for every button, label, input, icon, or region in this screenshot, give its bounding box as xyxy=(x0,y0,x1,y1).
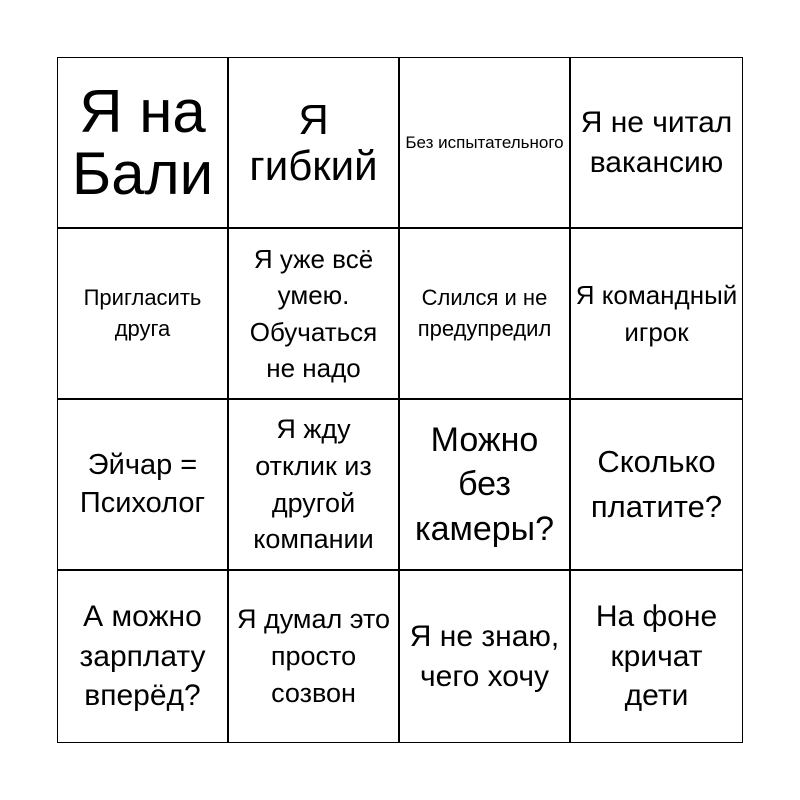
bingo-cell[interactable] xyxy=(229,571,400,742)
bingo-cell-text: Можно без камеры? xyxy=(414,421,555,548)
bingo-cell-text: Я уже всё умею. Обучаться не надо xyxy=(249,243,378,383)
bingo-cell-text: Я на Бали xyxy=(71,78,214,207)
bingo-cell-text: Я не читал вакансию xyxy=(580,105,733,179)
bingo-cell-text: Сколько платите? xyxy=(590,444,723,524)
bingo-cell-text: Я гибкий xyxy=(249,96,378,189)
bingo-cell-text: Я командный игрок xyxy=(575,280,738,347)
bingo-cell-text: Я жду отклик из другой компании xyxy=(253,414,374,555)
bingo-cell-text: Я не знаю, чего хочу xyxy=(409,619,560,693)
bingo-cell[interactable] xyxy=(58,571,229,742)
bingo-cell[interactable] xyxy=(571,58,742,229)
bingo-cell-text: А можно зарплату вперёд? xyxy=(79,600,206,713)
bingo-cell[interactable] xyxy=(58,400,229,571)
bingo-cell[interactable] xyxy=(400,229,571,400)
bingo-cell-text: Пригласить друга xyxy=(83,284,202,341)
bingo-cell-text: Слился и не предупредил xyxy=(417,284,552,341)
bingo-cell-text: Эйчар = Психолог xyxy=(79,448,206,519)
bingo-cell[interactable] xyxy=(58,58,229,229)
bingo-cell[interactable] xyxy=(400,58,571,229)
bingo-cell[interactable] xyxy=(229,229,400,400)
bingo-cell[interactable] xyxy=(571,571,742,742)
bingo-cell[interactable] xyxy=(229,400,400,571)
bingo-cell[interactable] xyxy=(58,229,229,400)
bingo-board xyxy=(57,57,743,743)
bingo-cell[interactable] xyxy=(400,571,571,742)
bingo-cell[interactable] xyxy=(229,58,400,229)
bingo-cell-text: На фоне кричат дети xyxy=(595,600,718,713)
bingo-cell[interactable] xyxy=(571,400,742,571)
bingo-cell-text: Я думал это просто созвон xyxy=(236,604,391,708)
bingo-cell[interactable] xyxy=(400,400,571,571)
bingo-cell-text: Без испытательного xyxy=(405,132,564,152)
bingo-cell[interactable] xyxy=(571,229,742,400)
